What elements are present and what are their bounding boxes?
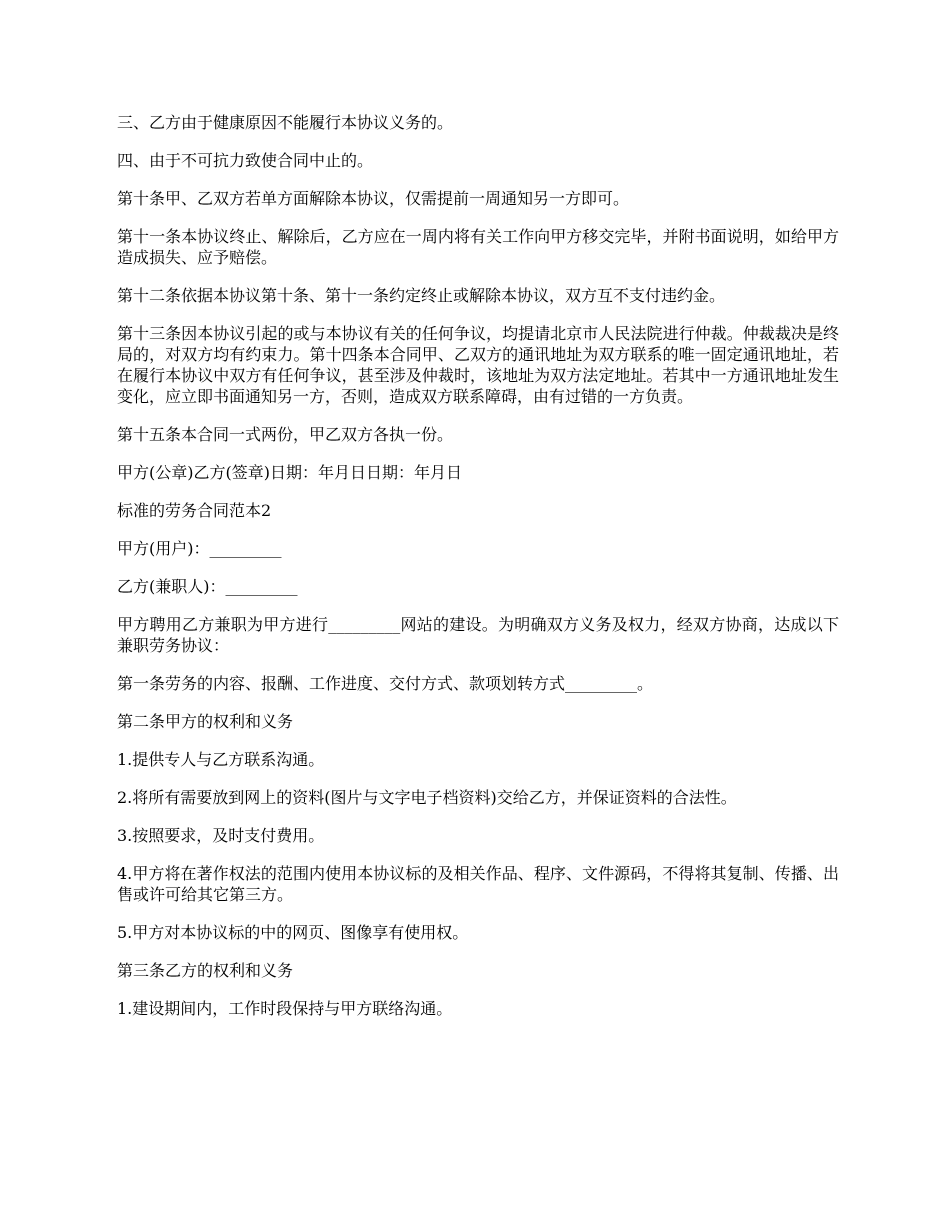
list-item: 1.提供专人与乙方联系沟通。 [117, 750, 325, 769]
list-item: 5.甲方对本协议标的中的网页、图像享有使用权。 [117, 923, 469, 942]
paragraph-article-15: 第十五条本合同一式两份，甲乙双方各执一份。 [117, 425, 454, 444]
party-b-line: 乙方(兼职人)：_________ [117, 577, 298, 596]
list-item: 1.建设期间内，工作时段保持与甲方联络沟通。 [117, 999, 453, 1018]
paragraph-article-12: 第十二条依据本协议第十条、第十一条约定终止或解除本协议，双方互不支付违约金。 [117, 286, 726, 305]
list-item: 4.甲方将在著作权法的范围内使用本协议标的及相关作品、程序、文件源码，不得将其复制、传播、出售或许可给其它第三方。 [117, 864, 839, 904]
paragraph-article-13-14: 第十三条因本协议引起的或与本协议有关的任何争议，均提请北京市人民法院进行仲裁。仲裁裁决是终局的，对双方均有约束力。第十四条本合同甲、乙双方的通讯地址为双方联系的唯一固定通讯地址，若在履行本协议中双方有任何争议，甚至涉及仲裁时，该地址为双方法定地址。若其中一方通讯地址发生变化，应立即书面通知另一方，否则，造成双方联系障碍，由有过错的一方负责。 [117, 324, 839, 406]
paragraph-clause-4: 四、由于不可抗力致使合同中止的。 [117, 151, 374, 170]
section-title: 标准的劳务合同范本2 [117, 501, 272, 520]
heading-article-2: 第二条甲方的权利和义务 [117, 712, 294, 731]
signature-line: 甲方(公章)乙方(签章)日期：年月日日期：年月日 [117, 463, 462, 482]
paragraph-article-11: 第十一条本协议终止、解除后，乙方应在一周内将有关工作向甲方移交完毕，并附书面说明，如给甲方造成损失、应予赔偿。 [117, 227, 839, 267]
paragraph-article-1: 第一条劳务的内容、报酬、工作进度、交付方式、款项划转方式_________。 [117, 674, 654, 693]
heading-article-3: 第三条乙方的权利和义务 [117, 961, 294, 980]
list-item: 2.将所有需要放到网上的资料(图片与文字电子档资料)交给乙方，并保证资料的合法性。 [117, 788, 737, 807]
list-item: 3.按照要求，及时支付费用。 [117, 826, 325, 845]
party-a-line: 甲方(用户)：_________ [117, 539, 282, 558]
paragraph-clause-3: 三、乙方由于健康原因不能履行本协议义务的。 [117, 113, 454, 132]
paragraph-article-10: 第十条甲、乙双方若单方面解除本协议，仅需提前一周通知另一方即可。 [117, 189, 630, 208]
document-body [117, 112, 839, 1036]
preamble-paragraph: 甲方聘用乙方兼职为甲方进行_________网站的建设。为明确双方义务及权力，经双方协商，达成以下兼职劳务协议： [117, 615, 839, 655]
